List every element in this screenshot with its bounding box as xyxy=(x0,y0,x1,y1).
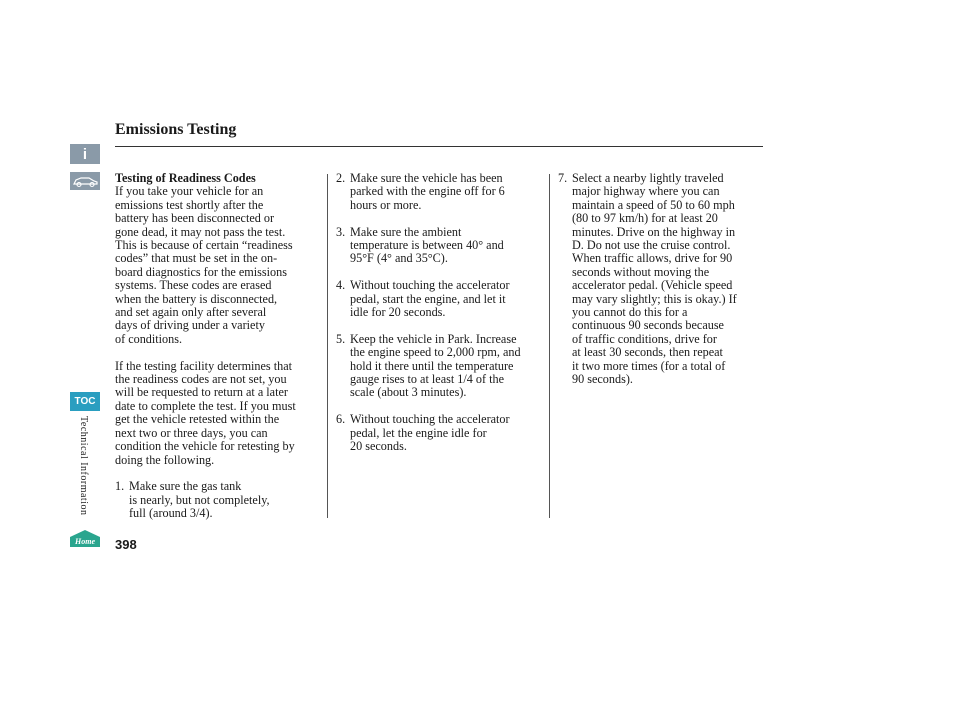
paragraph-retest: If the testing facility determines that the readiness codes are not set, you will be requested to return at a later date to complete the test. If you must get the vehicle retested within the next two or three days, you can condition the vehicle for retesting by doing the following. xyxy=(115,358,296,467)
step-7 xyxy=(558,172,758,387)
step-text: Without touching the accelerator pedal, start the engine, and let it idle for 20 seconds. xyxy=(350,278,510,320)
info-icon-glyph: i xyxy=(82,145,88,163)
step-number: 7. xyxy=(558,171,568,185)
step-1 xyxy=(115,480,321,520)
step-text: Keep the vehicle in Park. Increase the engine speed to 2,000 rpm, and hold it there until the temperature gauge rises to at least 1/4 of the scale (about 3 minutes). xyxy=(350,331,521,400)
column-divider-1 xyxy=(327,174,328,518)
step-3 xyxy=(336,226,542,266)
step-text: Make sure the gas tank is nearly, but not completely, full (around 3/4). xyxy=(129,479,270,521)
step-4 xyxy=(336,279,542,319)
page-title: Emissions Testing xyxy=(115,121,237,138)
car-icon[interactable] xyxy=(70,172,100,190)
step-text: Make sure the vehicle has been parked with the engine off for 6 hours or more. xyxy=(350,171,505,212)
step-text: Make sure the ambient temperature is between 40° and 95°F (4° and 35°C). xyxy=(350,224,504,266)
home-button[interactable] xyxy=(70,530,100,547)
step-number: 1. xyxy=(115,479,125,494)
step-number: 3. xyxy=(336,224,346,239)
step-number: 2. xyxy=(336,171,346,185)
step-2 xyxy=(336,172,542,212)
step-number: 4. xyxy=(336,278,346,293)
column-divider-2 xyxy=(549,174,550,518)
column-3 xyxy=(558,172,758,387)
section-label: Technical Information xyxy=(78,416,89,516)
page-number: 398 xyxy=(115,537,137,552)
step-text: Without touching the accelerator pedal, let the engine idle for 20 seconds. xyxy=(350,412,510,454)
step-number: 6. xyxy=(336,412,346,427)
info-icon[interactable] xyxy=(70,144,100,164)
title-divider xyxy=(115,146,763,147)
section-subheading: Testing of Readiness Codes xyxy=(115,171,256,185)
step-text: Select a nearby lightly traveled major highway where you can maintain a speed of 50 to 60 mph (80 to 97 km/h) for at least 20 minutes. Drive on the highway in D. Do not use the cruise control. When traffic allows, drive for 90 seconds without moving the accelerator pedal. (Vehicle speed may vary slightly; this is okay.) If you cannot do this for a continuous 90 seconds because of traffic conditions, drive for at least 30 seconds, then repeat it two more times (for a total of 90 seconds). xyxy=(572,171,737,387)
step-5 xyxy=(336,333,542,400)
step-number: 5. xyxy=(336,331,346,346)
home-icon xyxy=(70,530,100,547)
paragraph-readiness-intro: If you take your vehicle for an emissions test shortly after the battery has been disconnected or gone dead, it may not pass the test. This is because of certain “readiness codes” that must be set in the on- board diagnostics for the emissions systems. These codes are erased when the battery is disconnected, and set again only after several days of driving under a variety of conditions. xyxy=(115,184,293,346)
car-icon-graphic xyxy=(71,174,99,188)
column-2 xyxy=(336,172,542,453)
step-6 xyxy=(336,413,542,453)
column-1 xyxy=(115,172,321,521)
toc-label: TOC xyxy=(74,396,96,407)
home-label: Home xyxy=(75,537,95,546)
toc-button[interactable] xyxy=(70,392,100,411)
